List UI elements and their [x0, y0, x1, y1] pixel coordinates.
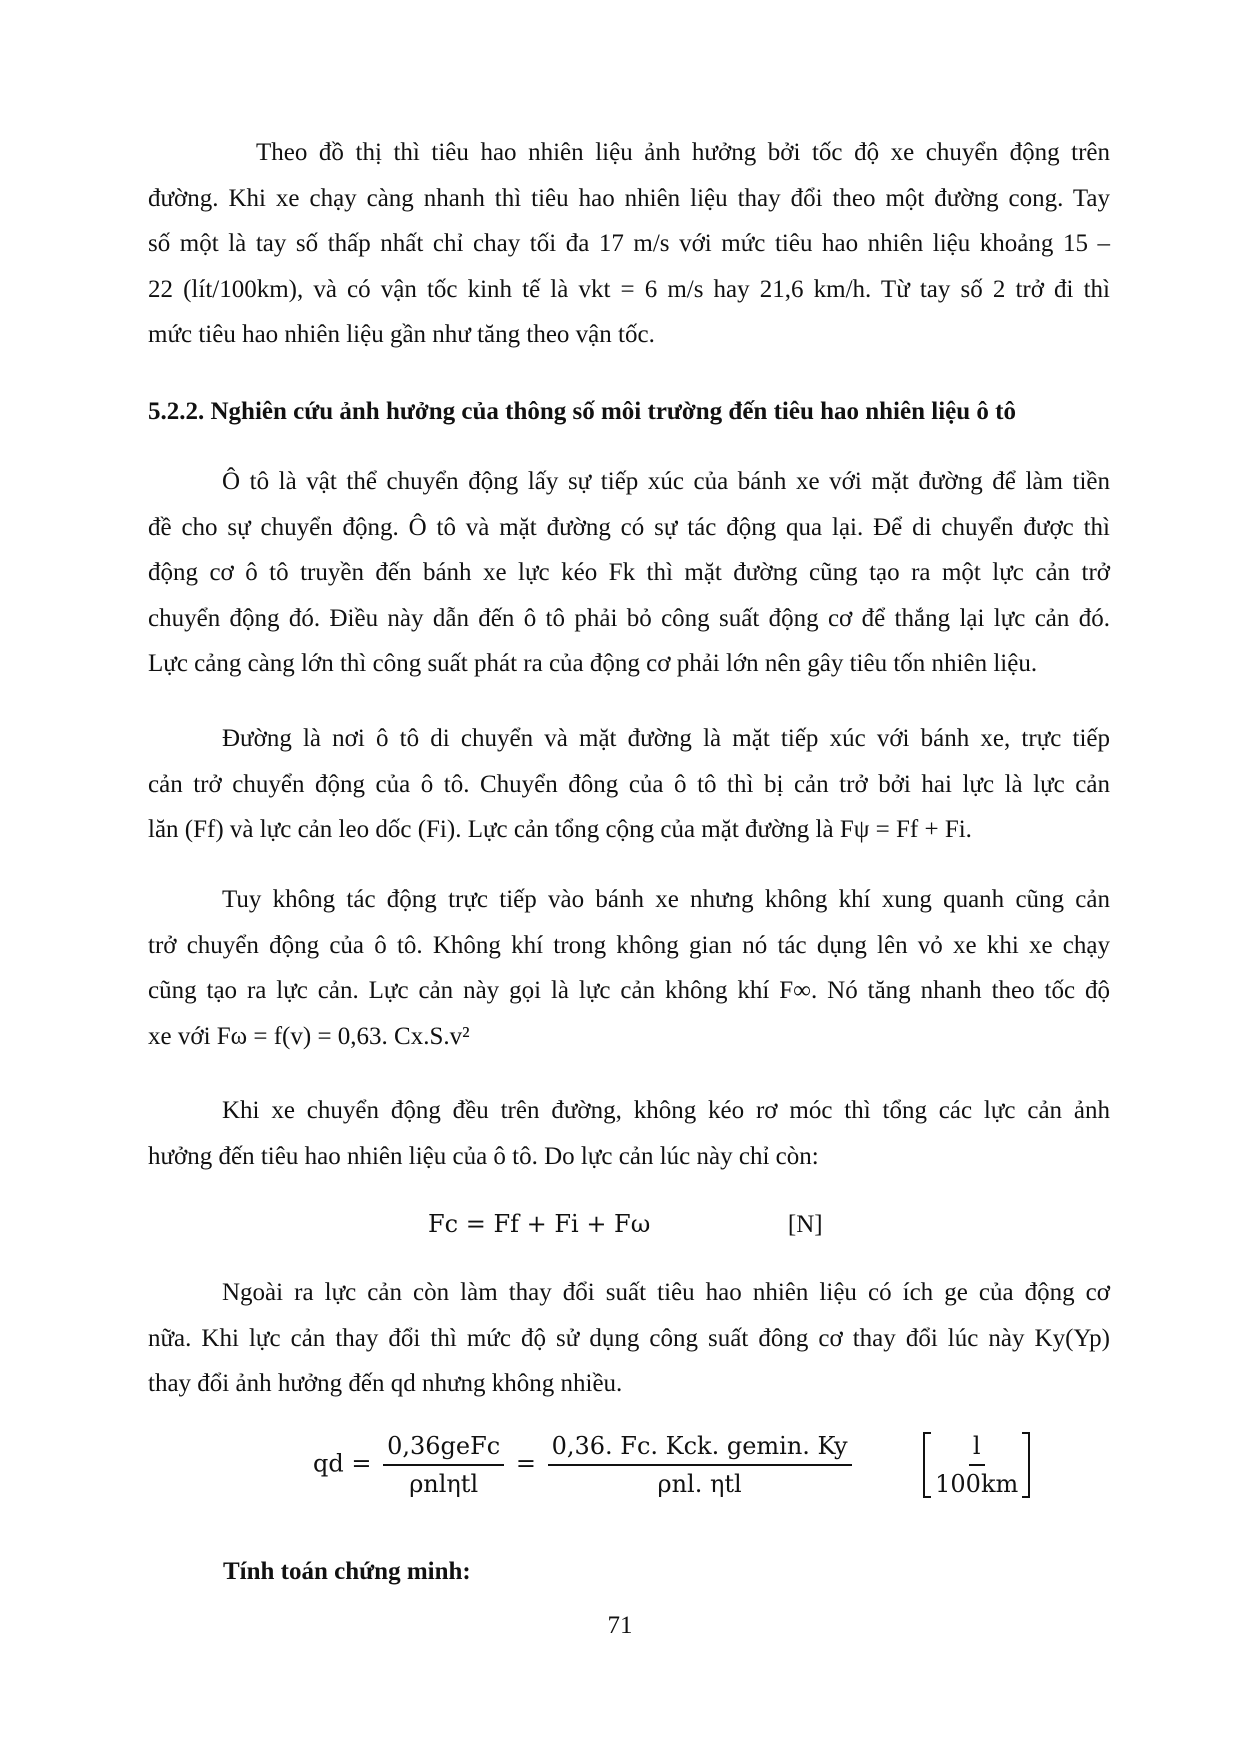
text-line: đường. Khi xe chạy càng nhanh thì tiêu hao nhiên liệu thay đổi theo một đường cong. Tay	[148, 184, 1110, 212]
fraction-two	[548, 1432, 852, 1498]
text-line: Ngoài ra lực cản còn làm thay đổi suất tiêu hao nhiên liệu có ích ge của động cơ	[222, 1279, 1110, 1306]
equation-lhs: qd =	[313, 1449, 372, 1478]
text-line: trở chuyển động của ô tô. Không khí trong không gian nó tác dụng lên vỏ xe khi xe chạy	[148, 931, 1110, 959]
unit-denominator: 100km	[935, 1470, 1019, 1498]
text-line: cản trở chuyển động của ô tô. Chuyển đông của ô tô thì bị cản trở bởi hai lực là lực cản	[148, 770, 1110, 798]
text-line: nữa. Khi lực cản thay đổi thì mức độ sử dụng công suất đông cơ thay đổi lúc này Ky(Yp)	[148, 1324, 1110, 1352]
fraction-one	[383, 1432, 504, 1498]
text-line: Lực cảng càng lớn thì công suất phát ra của động cơ phải lớn nên gây tiêu tốn nhiên liệu.	[148, 650, 1038, 677]
subsection-label: Tính toán chứng minh:	[223, 1558, 471, 1585]
text-line: Đường là nơi ô tô di chuyển và mặt đường là mặt tiếp xúc với bánh xe, trực tiếp	[222, 725, 1110, 752]
equation-unit: [N]	[787, 1211, 823, 1238]
section-heading: 5.2.2. Nghiên cứu ảnh hưởng của thông số môi trường đến tiêu hao nhiên liệu ô tô	[148, 398, 1016, 425]
text-line: Ô tô là vật thể chuyển động lấy sự tiếp xúc của bánh xe với mặt đường để làm tiền	[222, 468, 1110, 495]
text-line: số một là tay số thấp nhất chỉ chay tối đa 17 m/s với mức tiêu hao nhiên liệu khoảng 15 –	[148, 230, 1110, 257]
unit-bracket	[923, 1432, 1030, 1498]
bracket-left	[923, 1432, 931, 1498]
fraction-numerator: 0,36. Fc. Kck. gemin. Ky	[548, 1432, 852, 1466]
unit-numerator: l	[969, 1432, 985, 1466]
text-line: chuyển động đó. Điều này dẫn đến ô tô phải bỏ công suất động cơ để thắng lại lực cản đó.	[148, 604, 1110, 632]
paragraph-uniform-motion	[148, 1088, 1110, 1179]
equation-equals: =	[515, 1449, 536, 1478]
text-line: Khi xe chuyển động đều trên đường, không kéo rơ móc thì tổng các lực cản ảnh	[222, 1097, 1110, 1124]
text-line: cũng tạo ra lực cản. Lực cản này gọi là lực cản không khí F∞. Nó tăng nhanh theo tốc độ	[148, 977, 1110, 1004]
text-line: hưởng đến tiêu hao nhiên liệu của ô tô. Do lực cản lúc này chỉ còn:	[148, 1142, 819, 1170]
text-line: Tuy không tác động trực tiếp vào bánh xe nhưng không khí xung quanh cũng cản	[222, 886, 1110, 913]
paragraph-road-resistance	[148, 716, 1110, 853]
paragraph-specific-consumption	[148, 1270, 1110, 1407]
text-line: Theo đồ thị thì tiêu hao nhiên liệu ảnh hưởng bởi tốc độ xe chuyển động trên	[256, 139, 1110, 166]
paragraph-vehicle-road	[148, 459, 1110, 687]
fraction-denominator: ρnlηtl	[409, 1470, 479, 1498]
paragraph-fuel-speed	[148, 130, 1110, 358]
equation-total-resistance	[428, 1210, 823, 1239]
paragraph-air-resistance	[148, 877, 1110, 1059]
unit-fraction	[931, 1432, 1022, 1498]
text-line: 22 (lít/100km), và có vận tốc kinh tế là vkt = 6 m/s hay 21,6 km/h. Từ tay số 2 trở đi thì	[148, 275, 1110, 303]
equation-text: Fc = Ff + Fi + Fω	[428, 1210, 651, 1238]
page-number: 71	[607, 1612, 633, 1639]
fraction-numerator: 0,36geFc	[383, 1432, 504, 1466]
text-line: mức tiêu hao nhiên liệu gần như tăng theo vận tốc.	[148, 321, 655, 348]
fraction-denominator: ρnl. ηtl	[657, 1470, 742, 1498]
text-line: động cơ ô tô truyền đến bánh xe lực kéo Fk thì mặt đường cũng tạo ra một lực cản trở	[148, 559, 1110, 586]
text-line: xe với Fω = f(v) = 0,63. Cx.S.v²	[148, 1022, 470, 1050]
text-line: lăn (Ff) và lực cản leo dốc (Fi). Lực cản tổng cộng của mặt đường là Fψ = Ff + Fi.	[148, 816, 972, 843]
text-line: đề cho sự chuyển động. Ô tô và mặt đường có sự tác động qua lại. Để di chuyển được thì	[148, 513, 1110, 541]
text-line: thay đổi ảnh hưởng đến qd nhưng không nhiều.	[148, 1370, 623, 1397]
equation-fuel-consumption	[313, 1432, 1030, 1498]
bracket-right	[1022, 1432, 1030, 1498]
